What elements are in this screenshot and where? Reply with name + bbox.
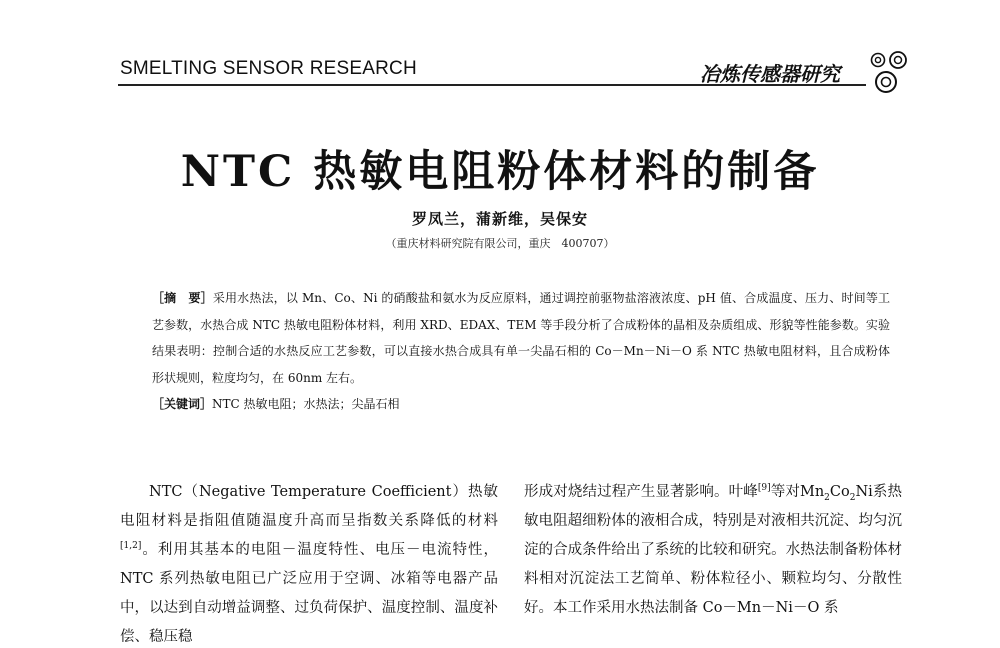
body-paragraph [120, 478, 498, 648]
journal-logo-icon [866, 48, 914, 94]
journal-name-en: SMELTING SENSOR RESEARCH [120, 58, 417, 79]
body-text: NTC（Negative Temperature Coefficient）热敏电阻材料是指阻值随温度升高而呈指数关系降低的材料 [120, 484, 498, 529]
abstract-label: ［摘 要］ [152, 291, 213, 305]
affiliation: （重庆材料研究院有限公司，重庆 400707） [385, 237, 615, 250]
keywords [152, 391, 890, 418]
body-column-left [120, 478, 498, 648]
abstract-text: 采用水热法，以 Mn、Co、Ni 的硝酸盐和氨水为反应原料，通过调控前驱物盐溶液浓度、pH 值、合成温度、压力、时间等工艺参数，水热合成 NTC 热敏电阻粉体材料，利用 XRD、EDAX、TEM 等手段分析了合成粉体的晶相及杂质组成、形貌等性能参数。实验结果表明：控制合适的水热反应工艺参数，可以直接水热合成具有单一尖晶石相的 Co－Mn－Ni－O 系 NTC 热敏电阻材料，且合成粉体形状规则，粒度均匀，在 60nm 左右。 [152, 291, 890, 385]
formula-sub: 2 [824, 492, 830, 503]
formula-ni: Ni [855, 484, 873, 500]
citation: [1,2] [120, 541, 142, 552]
formula-mn: Mn [799, 484, 825, 500]
body-text: 系热敏电阻超细粉体的液相合成，特别是对液相共沉淀、均匀沉淀的合成条件给出了系统的比较和研究。水热法制备粉体材料相对沉淀法工艺简单、粉体粒径小、颗粒均匀、分散性好。本工作采用水热法制备 Co－Mn－Ni－O 系 [524, 484, 903, 616]
body-text: 形成对烧结过程产生显著影响。叶峰 [524, 484, 758, 500]
authors: 罗凤兰，蒲新维，吴保安 [411, 210, 588, 228]
formula-co: Co [829, 484, 850, 500]
header-rule [118, 84, 866, 86]
formula-sub: 2 [849, 492, 856, 503]
body-column-right [524, 478, 902, 623]
abstract-block [152, 285, 890, 418]
keywords-label: ［关键词］ [152, 397, 213, 411]
body-text: 。利用其基本的电阻－温度特性、电压－电流特性，NTC 系列热敏电阻已广泛应用于空调、冰箱等电器产品中，以达到自动增益调整、过负荷保护、温度控制、温度补偿、稳压稳 [120, 542, 498, 645]
article-title: NTC 热敏电阻粉体材料的制备 [180, 147, 820, 197]
keywords-text: NTC 热敏电阻；水热法；尖晶石相 [212, 397, 400, 411]
body-text: 等对 [770, 484, 800, 500]
citation: [9] [757, 483, 771, 494]
body-paragraph [524, 478, 902, 623]
abstract [152, 285, 890, 391]
journal-name-cn: 冶炼传感器研究 [700, 62, 840, 86]
